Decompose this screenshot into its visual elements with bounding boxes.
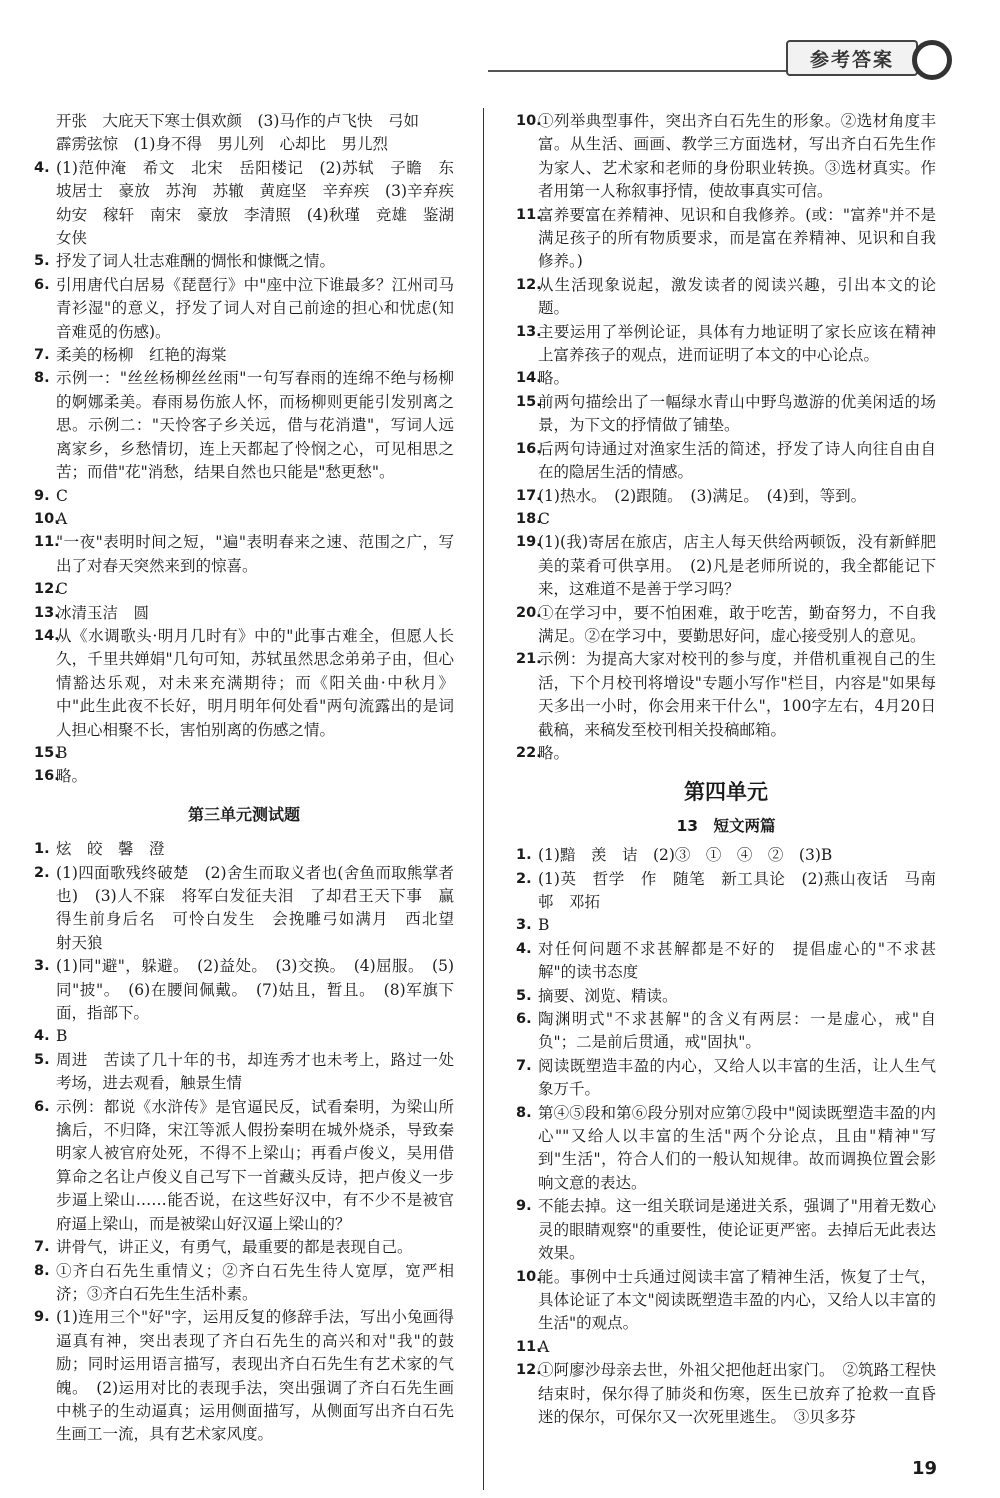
- answer-text: C: [538, 509, 550, 528]
- answer-number: 22.: [516, 744, 542, 761]
- answer-item: [34, 838, 454, 861]
- answer-text: (1)同"避"，躲避。 (2)益处。 (3)交换。 (4)屈服。 (5)同"披"。 (6)在腰间佩戴。 (7)姑且，暂且。 (8)军旗下面，指部下。: [56, 957, 454, 1023]
- answer-item: [34, 742, 454, 765]
- answer-number: 12.: [34, 581, 60, 598]
- answer-number: 18.: [516, 510, 542, 527]
- answer-item: [34, 1049, 454, 1096]
- answer-text: 柔美的杨柳 红艳的海棠: [56, 346, 227, 365]
- answer-text: 富养要富在养精神、见识和自我修养。(或："富养"并不是满足孩子的所有物质要求，而是富在养精神、见识和自我修养。): [538, 205, 936, 271]
- answer-number: 20.: [516, 604, 542, 621]
- answer-key-badge: 参考答案: [786, 40, 918, 76]
- answer-number: 9.: [516, 1198, 532, 1215]
- answer-item: [516, 1195, 936, 1265]
- answer-item: [516, 844, 936, 867]
- answer-text: A: [56, 509, 68, 528]
- answer-item: [516, 1008, 936, 1055]
- answer-number: 15.: [516, 393, 542, 410]
- answer-item: [34, 344, 454, 367]
- answer-item: [34, 1260, 454, 1307]
- answer-text: 略。: [538, 743, 570, 762]
- answer-text: 讲骨气，讲正义，有勇气，最重要的都是表现自己。: [56, 1238, 413, 1257]
- answer-item: [516, 367, 936, 390]
- answer-text: "一夜"表明时间之短，"遍"表明春来之速、范围之广，写出了对春天突然来到的惊喜。: [56, 533, 454, 575]
- answer-number: 17.: [516, 487, 542, 504]
- answer-item: [34, 955, 454, 1025]
- answer-number: 9.: [34, 487, 50, 504]
- answer-text: 对任何问题不求甚解都是不好的 提倡虚心的"不求甚解"的读书态度: [538, 939, 936, 982]
- answer-text: 陶渊明式"不求甚解"的含义有两层：一是虚心，戒"自负"；二是前后贯通，戒"固执"。: [538, 1010, 936, 1052]
- answer-number: 3.: [34, 958, 50, 975]
- answer-item: [516, 508, 936, 531]
- answer-text: ①列举典型事件，突出齐白石先生的形象。②选材角度丰富。从生活、画画、教学三方面选材，写出齐白石先生作为家人、艺术家和老师的身份职业转换。③选材真实。作者用第一人称叙事抒情，使故事真实可信。: [538, 112, 936, 201]
- answer-text: ①在学习中，要不怕困难，敢于吃苦，勤奋努力，不自我满足。②在学习中，要勤思好问，虚心接受别人的意见。: [538, 603, 936, 645]
- answer-text: 冰清玉洁 圆: [56, 603, 150, 622]
- answer-item: [516, 868, 936, 915]
- answer-number: 1.: [34, 841, 50, 858]
- answer-item: [516, 1055, 936, 1102]
- answer-number: 8.: [516, 1104, 532, 1121]
- answer-item: [34, 1236, 454, 1259]
- answer-item: [516, 648, 936, 742]
- answer-number: 10.: [34, 510, 60, 527]
- answer-text: ①齐白石先生重情义；②齐白石先生待人宽厚，宽严相济；③齐白石先生生活朴素。: [56, 1261, 454, 1303]
- answer-text: 略。: [538, 369, 570, 388]
- answer-number: 8.: [34, 1262, 50, 1279]
- answer-number: 9.: [34, 1309, 50, 1326]
- answer-text: 从《水调歌头·明月几时有》中的"此事古难全，但愿人长久，千里共婵娟"几句可知，苏轼虽然思念弟弟子由，但心情豁达乐观，对未来充满期待；而《阳关曲·中秋月》中"此生此夜不长好，明月明年何处看"两句流露出的是词人担心相聚不长，害怕别离的伤感之情。: [56, 626, 454, 739]
- answer-text: 周进 苦读了几十年的书，却连秀才也未考上，路过一处考场，进去观看，触景生情: [56, 1050, 454, 1093]
- answer-number: 4.: [34, 1028, 50, 1045]
- left-column: [34, 110, 470, 1447]
- answer-number: 6.: [34, 1098, 50, 1115]
- answer-item: [516, 110, 936, 204]
- answer-text: (1)黯 羡 诘 (2)③ ① ④ ② (3)B: [538, 846, 833, 865]
- answer-number: 6.: [34, 276, 50, 293]
- unit-title: 第四单元: [684, 780, 768, 805]
- answer-text: 前两句描绘出了一幅绿水青山中野鸟遨游的优美闲适的场景，为下文的抒情做了铺垫。: [538, 392, 936, 435]
- answer-item: [34, 508, 454, 531]
- answer-item: [516, 602, 936, 649]
- answer-item: [34, 531, 454, 578]
- answer-item: [34, 602, 454, 625]
- answer-number: 11.: [516, 1338, 542, 1355]
- answer-number: 5.: [516, 987, 532, 1004]
- answer-item: [516, 531, 936, 601]
- answer-number: 2.: [34, 864, 50, 881]
- answer-number: 5.: [34, 1051, 50, 1068]
- answer-item: [34, 1096, 454, 1236]
- answer-item: [516, 274, 936, 321]
- answer-number: 11.: [34, 534, 60, 551]
- answer-number: 13.: [516, 323, 542, 340]
- answer-text: 能。事例中士兵通过阅读丰富了精神生活，恢复了士气，具体论证了本文"阅读既塑造丰盈的内心，又给人以丰富的生活"的观点。: [538, 1267, 936, 1333]
- answer-text: 摘要、浏览、精读。: [538, 986, 678, 1005]
- answer-item: [516, 391, 936, 438]
- answer-item: [34, 765, 454, 788]
- answer-item: [516, 1102, 936, 1196]
- answer-number: 11.: [516, 206, 542, 223]
- answer-text: (1)热水。 (2)跟随。 (3)满足。 (4)到，等到。: [538, 486, 867, 505]
- answer-number: 1.: [516, 847, 532, 864]
- answer-text: (1)四面歌残终破楚 (2)舍生而取义者也(舍鱼而取熊掌者也) (3)人不寐 将军白发征夫泪 了却君王天下事 赢得生前身后名 可怜白发生 会挽雕弓如满月 西北望 射天狼: [56, 863, 470, 952]
- answer-text: C: [56, 486, 68, 505]
- answer-number: 4.: [34, 159, 50, 176]
- answer-item: [516, 485, 936, 508]
- answer-text: 抒发了词人壮志难酬的惆怅和慷慨之情。: [56, 252, 336, 271]
- answer-text: 引用唐代白居易《琵琶行》中"座中泣下谁最多？江州司马青衫湿"的意义，抒发了词人对自己前途的担心和忧虑(知音难觅的伤感)。: [56, 275, 454, 341]
- right-column: [516, 110, 936, 1429]
- answer-item: [516, 938, 936, 985]
- header-circle-icon: [912, 40, 952, 80]
- answer-text: (1)英 哲学 作 随笔 新工具论 (2)燕山夜话 马南邨 邓拓: [538, 869, 936, 911]
- answer-text: 示例：都说《水浒传》是官逼民反，试看秦明，为梁山所擒后，不归降，宋江等派人假扮秦明在城外烧杀，导致秦明家人被官府处死，不得不上梁山；再看卢俊义，吴用借算命之名让卢俊义自己写下一首藏头反诗，把卢俊义一步步逼上梁山……能否说，在这些好汉中，有不少不是被官府逼上梁山，而是被梁山好汉逼上梁山的？: [56, 1097, 454, 1233]
- answer-text: B: [56, 743, 68, 762]
- answer-item: [34, 274, 454, 344]
- column-divider: [483, 108, 484, 1490]
- answer-item: [34, 1306, 454, 1446]
- answer-item: [34, 157, 470, 251]
- lesson-title: 13 短文两篇: [676, 816, 776, 835]
- answer-number: 19.: [516, 534, 542, 551]
- answer-item: [34, 1025, 454, 1048]
- answer-text: 炫 皎 馨 澄: [56, 840, 165, 859]
- answer-text: (1)(我)寄居在旅店，店主人每天供给两顿饭，没有新鲜肥美的菜肴可供享用。 (2)凡是老师所说的，我全都能记下来，这难道不是善于学习吗？: [538, 533, 936, 599]
- answer-number: 10.: [516, 1268, 542, 1285]
- answer-text: ①阿廖沙母亲去世，外祖父把他赶出家门。 ②筑路工程快结束时，保尔得了肺炎和伤寒，医生已放弃了抢救一直昏迷的保尔，可保尔又一次死里逃生。 ③贝多芬: [538, 1361, 936, 1426]
- answer-text: (1)范仲淹 希文 北宋 岳阳楼记 (2)苏轼 子瞻 东坡居士 豪放 苏洵 苏辙 黄庭坚 辛弃疾 (3)辛弃疾 幼安 稼轩 南宋 豪放 李清照 (4)秋瑾 竞雄 鉴湖女侠: [56, 158, 470, 248]
- answer-text: B: [538, 916, 550, 935]
- answer-number: 14.: [34, 627, 60, 644]
- answer-item: [34, 250, 454, 273]
- answer-item: [516, 914, 936, 937]
- answer-item: [516, 204, 936, 274]
- answer-item: [516, 742, 936, 765]
- answer-text: 从生活现象说起，激发读者的阅读兴趣，引出本文的论题。: [538, 275, 936, 318]
- page-number: 19: [912, 1458, 938, 1479]
- answer-number: 14.: [516, 370, 542, 387]
- answer-number: 4.: [516, 940, 532, 957]
- answer-item: [516, 985, 936, 1008]
- intro-line: 霹雳弦惊 (1)身不得 男儿列 心却比 男儿烈: [56, 135, 388, 154]
- answer-text: (1)连用三个"好"字，运用反复的修辞手法，写出小兔画得逼真有神，突出表现了齐白石先生的高兴和对"我"的鼓励；同时运用语言描写，表现出齐白石先生有艺术家的气魄。 (2)运用对比的表现手法，突出强调了齐白石先生画中桃子的生动逼真；运用侧面描写，从侧面写出齐白石先生画工一流，具有艺术家风度。: [56, 1308, 454, 1444]
- answer-number: 7.: [516, 1057, 532, 1074]
- answer-number: 7.: [34, 1239, 50, 1256]
- answer-text: C: [56, 580, 68, 599]
- answer-number: 6.: [516, 1011, 532, 1028]
- answer-number: 2.: [516, 870, 532, 887]
- answer-number: 12.: [516, 1362, 542, 1379]
- answer-item: [516, 321, 936, 368]
- answer-number: 8.: [34, 370, 50, 387]
- answer-item: [34, 625, 454, 742]
- answer-text: 主要运用了举例论证，具体有力地证明了家长应该在精神上富养孩子的观点，进而证明了本文的中心论点。: [538, 322, 936, 365]
- answer-text: 略。: [56, 767, 88, 786]
- answer-number: 3.: [516, 917, 532, 934]
- answer-text: 第④⑤段和第⑥段分别对应第⑦段中"阅读既塑造丰盈的内心""又给人以丰富的生活"两个分论点，且由"精神"写到"生活"，符合人们的一般认知规律。故而调换位置会影响文意的表达。: [538, 1103, 936, 1192]
- answer-number: 12.: [516, 276, 542, 293]
- answer-item: [516, 1359, 936, 1429]
- answer-item: [516, 1266, 936, 1336]
- answer-text: 示例：为提高大家对校刊的参与度，并借机重视自己的生活，下个月校刊将增设"专题小写作"栏目，内容是"如果每天多出一小时，你会用来干什么"，100字左右，4月20日截稿，来稿发至校刊相关投稿邮箱。: [538, 650, 936, 739]
- answer-number: 21.: [516, 651, 542, 668]
- answer-number: 10.: [516, 113, 542, 129]
- answer-text: A: [538, 1337, 550, 1356]
- answer-item: [34, 578, 454, 601]
- answer-number: 15.: [34, 744, 60, 761]
- answer-number: 16.: [34, 768, 60, 785]
- answer-item: [34, 367, 454, 484]
- answer-text: 后两句诗通过对渔家生活的简述，抒发了诗人向往自由自在的隐居生活的情感。: [538, 439, 936, 482]
- answer-item: [34, 485, 454, 508]
- answer-number: 13.: [34, 604, 60, 621]
- answer-item: [516, 1336, 936, 1359]
- answer-text: B: [56, 1027, 68, 1046]
- intro-line: 开张 大庇天下寒士俱欢颜 (3)马作的卢飞快 弓如: [56, 112, 419, 130]
- section-title: 第三单元测试题: [187, 804, 300, 824]
- answer-text: 不能去掉。这一组关联词是递进关系，强调了"用着无数心灵的眼睛观察"的重要性，使论证更严密。去掉后无此表达效果。: [538, 1197, 936, 1263]
- answer-number: 16.: [516, 440, 542, 457]
- answer-item: [516, 438, 936, 485]
- answer-text: 示例一："丝丝杨柳丝丝雨"一句写春雨的连绵不绝与杨柳的婀娜柔美。春雨易伤旅人怀，而杨柳则更能引发别离之思。示例二："天怜客子乡关远，借与花消遣"，写词人远离家乡，乡愁情切，连上天都起了怜悯之心，可见相思之苦；而借"花"消愁，结果自然也只能是"愁更愁"。: [56, 369, 454, 482]
- answer-number: 7.: [34, 347, 50, 364]
- answer-number: 5.: [34, 253, 50, 270]
- answer-item: [34, 862, 470, 956]
- answer-text: 阅读既塑造丰盈的内心，又给人以丰富的生活，让人生气象万千。: [538, 1056, 936, 1099]
- watermark-logo: [830, 1440, 980, 1492]
